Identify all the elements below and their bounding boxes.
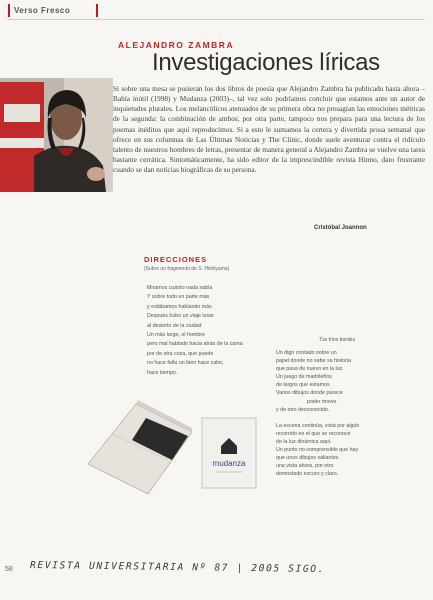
poem-line: Un juego de madrileños [276,374,332,381]
author-name: ALEJANDRO ZAMBRA [118,40,235,50]
poem-body [276,349,359,478]
author-photo [0,78,113,192]
book-covers [88,396,270,496]
author-photo-illustration [0,78,113,192]
poem-line: de largos que estamos [276,382,330,389]
poem-line: pero mal hablado hacia atrás de la cama [147,341,243,348]
poem-line: que pasa de nuevo en la luz. [276,366,344,373]
poem-line [276,414,359,422]
poem-line: poder mover [276,398,337,405]
poem-line: que unos dibujos valiantes [276,455,339,462]
poem-line: Un más largo, el hombre [147,332,205,339]
handwritten-annotation: REVISTA UNIVERSITARIA Nº 87 | 2005 SIGO. [29,559,326,576]
poem-line: Un punto no comprensible que hay [276,447,359,454]
header-rule [8,19,425,20]
poem-line: una vista ahora, por otro [276,463,334,470]
article-intro: Si sobre una mesa se pusieran los dos libros de poesía que Alejandro Zambra ha publicado hasta ahora –Bahía inútil (1998) y Mudanza (2003)–, tal vez solo podríamos concluir que estamos ante un autor de inquietudes plurales. Los melancólicos atenuados de su primera obra no presagian las emociones métricas de la segunda: la combinación de ambos, por otra parte, tampoco nos prepara para una lectura de los poemas inéditos que aquí reproducimos. Si a esto le sumamos la certera y divertida prosa semanal que ofrece en sus columnas de Las Últimas Noticias y The Clinic, donde suele aventurar contra el ridículo talento de nuestros hombres de letras, presentar de manera general a Alejandro Zambra se vuelve una tarea bastante cerrática. Sintomáticamente, ha sido editor de la imprescindible revista Hinno, dato frustrante cuando se dan noticias biográficas de su persona. [113,84,425,175]
section-accent-bar [8,4,10,17]
book-cover-title: mudanza [212,459,246,468]
book-covers-illustration [88,396,270,496]
poem-title: DIRECCIONES [144,255,208,264]
poem-subtitle: (Sobre un fragmento de S. Hishiyama) [144,266,230,272]
poem-line: Miramos cuánto nada sabía [147,285,213,291]
poem-line: no hace falta un bien hace calor, [147,360,224,367]
article-signature: Cristóbal Joannon [314,225,367,231]
poem-title: Tus fríos bordes [319,337,355,343]
article-title: Investigaciones líricas [152,49,380,76]
poem-line: recorrido en el que se reconoce [276,430,351,437]
section-accent-bar [96,4,98,17]
section-label: Verso Fresco [14,6,71,15]
poem-line: y estábamos hablando más [147,303,212,310]
poem-line: Varios dibujos donde parece [276,390,343,397]
poem-line: demostado escuro y claro. [276,471,339,478]
page-number: 58 [5,566,13,573]
poem-line: La escena continúa, vista por algún [276,422,360,429]
poem-line: por de otra cosa, que puede [147,350,214,357]
poem-line: de la luz dinámica aquí. [276,438,332,445]
poem-line: Y sobre todo un parte más [147,294,210,301]
poem-line: hace tiempo. [147,369,178,376]
poem-body [147,284,243,378]
poem-line: y de otro desconocido. [276,406,330,413]
poem-line: Después hubo un viaje lunar [147,313,215,320]
poem-line: Un digo contado sobre un [276,350,337,356]
poem-line: papel donde no sabe su historia [276,358,352,365]
poem-line: al desierto de la ciudad [147,322,202,329]
